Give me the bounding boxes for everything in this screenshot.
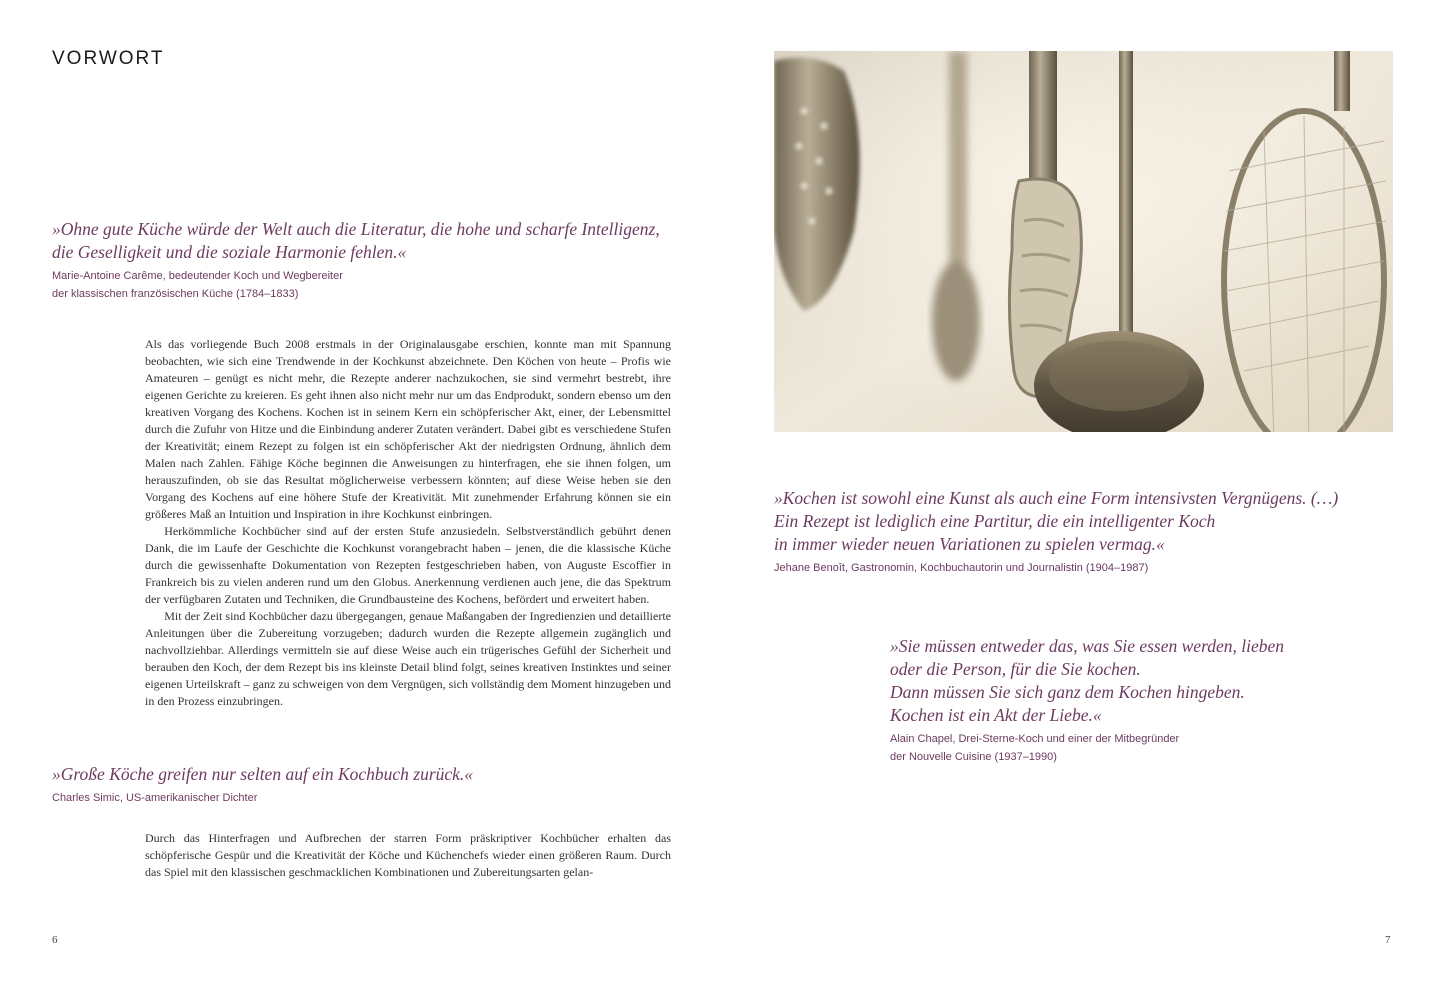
right-page bbox=[722, 0, 1445, 982]
quote-text: »Kochen ist sowohl eine Kunst als auch eine Form intensivsten Vergnügens. (…) Ein Rezept ist lediglich eine Partitur, die ein intelligenter Koch in immer wieder neuen Variationen zu spielen vermag.« bbox=[774, 488, 1339, 554]
body-paragraph: Durch das Hinterfragen und Aufbrechen der starren Form präskriptiver Kochbücher erhalten das schöpferische Gespür und die Kreativität der Köche und Küchenchefs wieder einen größeren Raum. Durch das Spiel mit den klassischen geschmacklichen Kombinationen und Zubereitungsarten gelan- bbox=[145, 831, 671, 879]
simic-quote bbox=[52, 763, 692, 807]
quote-source: Alain Chapel, Drei-Sterne-Koch und einer der Mitbegründer der Nouvelle Cuisine (1937–1990) bbox=[890, 733, 1180, 763]
quote-text: »Sie müssen entweder das, was Sie essen werden, lieben oder die Person, für die Sie kochen. Dann müssen Sie sich ganz dem Kochen hingeben. Kochen ist ein Akt der Liebe.« bbox=[890, 636, 1285, 725]
left-page bbox=[0, 0, 722, 982]
body-paragraph: Herkömmliche Kochbücher sind auf der ersten Stufe anzusiedeln. Selbstverständlich gebührt denen Dank, die im Laufe der Geschichte die Kochkunst vorangebracht haben – jenen, die die klassische Küche durch die gewissenhafte Dokumentation von Rezepten festgeschrieben haben, von Auguste Escoffier in Frankreich bis zu vielen anderen rund um den Globus. Anerkennung verdienen auch jene, die das Spektrum der verfügbaren Zutaten und Techniken, die Grundbausteine des Kochens, befördert und erweitert haben. bbox=[145, 524, 671, 606]
quote-source: Charles Simic, US-amerikanischer Dichter bbox=[52, 792, 258, 804]
chapel-quote bbox=[890, 635, 1410, 766]
body-paragraph: Mit der Zeit sind Kochbücher dazu übergegangen, genaue Maßangaben der Ingredienzien und detaillierte Anleitungen über die Zubereitung vorzugeben; dadurch wurden die Rezepte allgemein zugänglich und nachvollziehbar. Allerdings vermitteln sie auf diese Weise auch ein trügerisches Gefühl der Sicherheit und berauben den Koch, der dem Rezept bis ins kleinste Detail blind folgt, seines kreativen Instinktes und seiner eigenen Urteilskraft – ganz zu schweigen von dem Vergnügen, sich vollständig dem Moment hinzugeben und in den Prozess einzubringen. bbox=[145, 609, 671, 708]
quote-source: Marie-Antoine Carême, bedeutender Koch und Wegbereiter der klassischen französischen Küche (1784–1833) bbox=[52, 270, 343, 300]
page-number: 6 bbox=[52, 934, 58, 946]
body-text-block-1 bbox=[145, 336, 671, 710]
careme-quote bbox=[52, 218, 692, 303]
page-heading: VORWORT bbox=[52, 48, 165, 69]
body-paragraph: Als das vorliegende Buch 2008 erstmals in der Originalausgabe erschien, konnte man mit Spannung beobachten, wie sich eine Trendwende in der Kochkunst abzeichnete. Den Köchen von heute – Profis wie Amateuren – genügt es nicht mehr, die Rezepte anderer nachzukochen, sie sind vermehrt bestrebt, ihre eigenen Gerichte zu kreieren. Es geht ihnen also nicht mehr nur um das Endprodukt, sondern ebenso um den kreativen Vorgang des Kochens. Kochen ist in seinem Kern ein schöpferischer Akt, einer, der Lebensmittel durch die Zufuhr von Hitze und die Einbindung anderer Zutaten verändert. Dabei gibt es verschiedene Stufen der Kreativität; einem Rezept zu folgen ist ein schöpferischer Akt der niedrigsten Ordnung, ähnlich dem Malen nach Zahlen. Fähige Köche beginnen die Anweisungen zu hinterfragen, ehe sie ihnen folgen, um herauszufinden, ob sie das Resultat möglicherweise verbessern könnten; auf diese Weise heben sie den Vorgang des Kochens auf eine höhere Stufe der Kreativität. Mit zunehmender Erfahrung können sie ein größeres Maß an Intuition und Inspiration in ihre Kochkunst einbringen. bbox=[145, 337, 671, 521]
benoit-quote bbox=[774, 487, 1414, 577]
body-text-block-2 bbox=[145, 830, 671, 881]
quote-text: »Ohne gute Küche würde der Welt auch die Literatur, die hohe und scharfe Intelligenz, die Geselligkeit und die soziale Harmonie fehlen.« bbox=[52, 219, 660, 262]
kitchen-utensils-photo bbox=[774, 51, 1393, 432]
quote-text: »Große Köche greifen nur selten auf ein Kochbuch zurück.« bbox=[52, 764, 474, 784]
page-number: 7 bbox=[1385, 934, 1391, 946]
quote-source: Jehane Benoît, Gastronomin, Kochbuchautorin und Journalistin (1904–1987) bbox=[774, 562, 1149, 574]
